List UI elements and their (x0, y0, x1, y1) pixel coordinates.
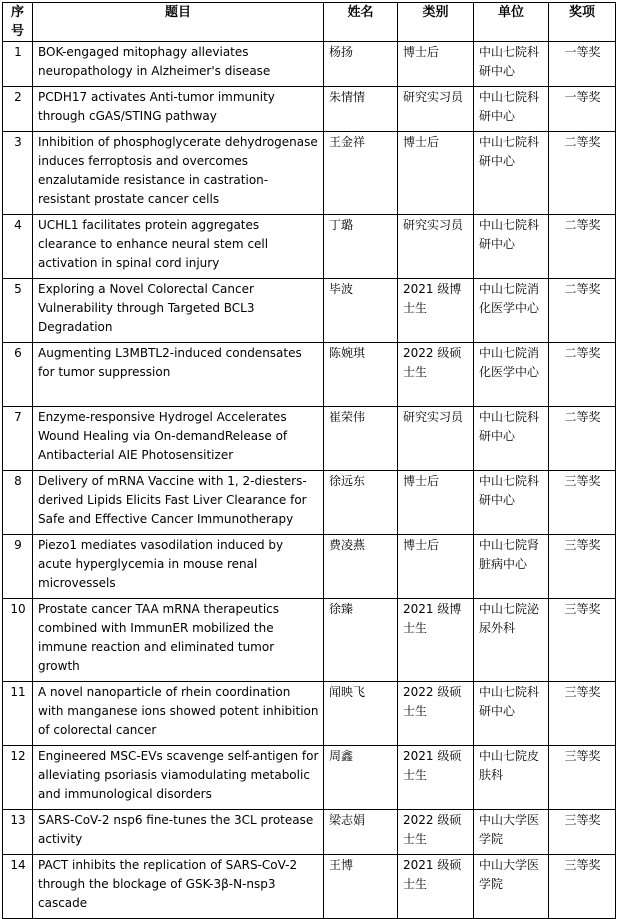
cell-no: 2 (3, 87, 33, 132)
cell-category: 2022 级硕士生 (398, 343, 474, 407)
cell-category: 2021 级博士生 (398, 599, 474, 682)
cell-category: 博士后 (398, 535, 474, 599)
cell-no: 5 (3, 279, 33, 343)
cell-name: 徐远东 (324, 471, 398, 535)
cell-unit: 中山七院科研中心 (474, 42, 549, 87)
cell-no: 14 (3, 855, 33, 919)
cell-title: Augmenting L3MBTL2-induced condensates for tumor suppression (33, 343, 324, 407)
cell-category: 2022 级硕士生 (398, 682, 474, 746)
cell-no: 13 (3, 810, 33, 855)
table-row (3, 746, 616, 810)
cell-no: 7 (3, 407, 33, 471)
cell-name: 王金祥 (324, 132, 398, 215)
cell-award: 二等奖 (549, 279, 616, 343)
cell-unit: 中山七院肾脏病中心 (474, 535, 549, 599)
cell-no: 1 (3, 42, 33, 87)
cell-award: 一等奖 (549, 87, 616, 132)
cell-title: Engineered MSC-EVs scavenge self-antigen for alleviating psoriasis viamodulating metabolic and immunological disorders (33, 746, 324, 810)
cell-award: 三等奖 (549, 746, 616, 810)
cell-title: Exploring a Novel Colorectal Cancer Vulnerability through Targeted BCL3 Degradation (33, 279, 324, 343)
cell-unit: 中山七院泌尿外科 (474, 599, 549, 682)
cell-award: 三等奖 (549, 810, 616, 855)
cell-unit: 中山七院科研中心 (474, 471, 549, 535)
cell-category: 2022 级硕士生 (398, 810, 474, 855)
cell-unit: 中山七院科研中心 (474, 215, 549, 279)
cell-title: PACT inhibits the replication of SARS-CoV-2 through the blockage of GSK-3β-N-nsp3 cascade (33, 855, 324, 919)
cell-title: Inhibition of phosphoglycerate dehydrogenase induces ferroptosis and overcomes enzalutamide resistance in castration-resistant prostate cancer cells (33, 132, 324, 215)
table-row (3, 682, 616, 746)
header-row (3, 3, 616, 42)
cell-category: 博士后 (398, 471, 474, 535)
cell-title: Delivery of mRNA Vaccine with 1, 2-diesters-derived Lipids Elicits Fast Liver Clearance for Safe and Effective Cancer Immunotherapy (33, 471, 324, 535)
cell-award: 三等奖 (549, 535, 616, 599)
cell-no: 11 (3, 682, 33, 746)
cell-award: 二等奖 (549, 215, 616, 279)
cell-category: 2021 级硕士生 (398, 746, 474, 810)
cell-award: 三等奖 (549, 599, 616, 682)
cell-name: 王博 (324, 855, 398, 919)
table-row (3, 535, 616, 599)
table-row (3, 132, 616, 215)
cell-category: 研究实习员 (398, 407, 474, 471)
header-category: 类别 (398, 3, 474, 42)
table-row (3, 279, 616, 343)
cell-award: 一等奖 (549, 42, 616, 87)
table-row (3, 810, 616, 855)
cell-category: 研究实习员 (398, 215, 474, 279)
cell-category: 2021 级博士生 (398, 279, 474, 343)
cell-award: 三等奖 (549, 471, 616, 535)
cell-award: 二等奖 (549, 407, 616, 471)
table-row (3, 599, 616, 682)
cell-title: Enzyme-responsive Hydrogel Accelerates Wound Healing via On-demandRelease of Antibacterial AIE Photosensitizer (33, 407, 324, 471)
cell-name: 梁志娟 (324, 810, 398, 855)
table-row (3, 471, 616, 535)
cell-name: 丁璐 (324, 215, 398, 279)
cell-unit: 中山七院科研中心 (474, 682, 549, 746)
cell-title: BOK-engaged mitophagy alleviates neuropathology in Alzheimer's disease (33, 42, 324, 87)
header-no: 序号 (3, 3, 33, 42)
cell-no: 8 (3, 471, 33, 535)
cell-category: 博士后 (398, 132, 474, 215)
cell-no: 9 (3, 535, 33, 599)
header-award: 奖项 (549, 3, 616, 42)
awards-table (2, 2, 616, 919)
cell-name: 杨扬 (324, 42, 398, 87)
table-row (3, 87, 616, 132)
table-row (3, 42, 616, 87)
header-name: 姓名 (324, 3, 398, 42)
cell-unit: 中山七院消化医学中心 (474, 343, 549, 407)
cell-category: 研究实习员 (398, 87, 474, 132)
cell-name: 崔荣伟 (324, 407, 398, 471)
cell-category: 博士后 (398, 42, 474, 87)
cell-unit: 中山七院消化医学中心 (474, 279, 549, 343)
cell-name: 朱情情 (324, 87, 398, 132)
cell-unit: 中山七院科研中心 (474, 132, 549, 215)
cell-name: 徐臻 (324, 599, 398, 682)
cell-unit: 中山大学医学院 (474, 855, 549, 919)
cell-title: Piezo1 mediates vasodilation induced by acute hyperglycemia in mouse renal microvessels (33, 535, 324, 599)
cell-award: 三等奖 (549, 855, 616, 919)
cell-unit: 中山七院科研中心 (474, 87, 549, 132)
cell-no: 12 (3, 746, 33, 810)
cell-title: A novel nanoparticle of rhein coordination with manganese ions showed potent inhibition of colorectal cancer (33, 682, 324, 746)
table-row (3, 215, 616, 279)
cell-title: SARS-CoV-2 nsp6 fine-tunes the 3CL protease activity (33, 810, 324, 855)
cell-name: 周鑫 (324, 746, 398, 810)
cell-name: 费凌燕 (324, 535, 398, 599)
table-row (3, 855, 616, 919)
cell-no: 6 (3, 343, 33, 407)
cell-no: 4 (3, 215, 33, 279)
header-unit: 单位 (474, 3, 549, 42)
cell-category: 2021 级硕士生 (398, 855, 474, 919)
cell-name: 毕波 (324, 279, 398, 343)
cell-title: UCHL1 facilitates protein aggregates clearance to enhance neural stem cell activation in spinal cord injury (33, 215, 324, 279)
cell-title: PCDH17 activates Anti-tumor immunity through cGAS/STING pathway (33, 87, 324, 132)
cell-unit: 中山七院科研中心 (474, 407, 549, 471)
cell-award: 二等奖 (549, 343, 616, 407)
cell-no: 3 (3, 132, 33, 215)
cell-award: 三等奖 (549, 682, 616, 746)
cell-title: Prostate cancer TAA mRNA therapeutics combined with ImmunER mobilized the immune reaction and eliminated tumor growth (33, 599, 324, 682)
cell-name: 闻映飞 (324, 682, 398, 746)
table-row (3, 343, 616, 407)
cell-unit: 中山大学医学院 (474, 810, 549, 855)
header-title: 题目 (33, 3, 324, 42)
table-row (3, 407, 616, 471)
cell-name: 陈婉琪 (324, 343, 398, 407)
cell-award: 二等奖 (549, 132, 616, 215)
cell-no: 10 (3, 599, 33, 682)
cell-unit: 中山七院皮肤科 (474, 746, 549, 810)
